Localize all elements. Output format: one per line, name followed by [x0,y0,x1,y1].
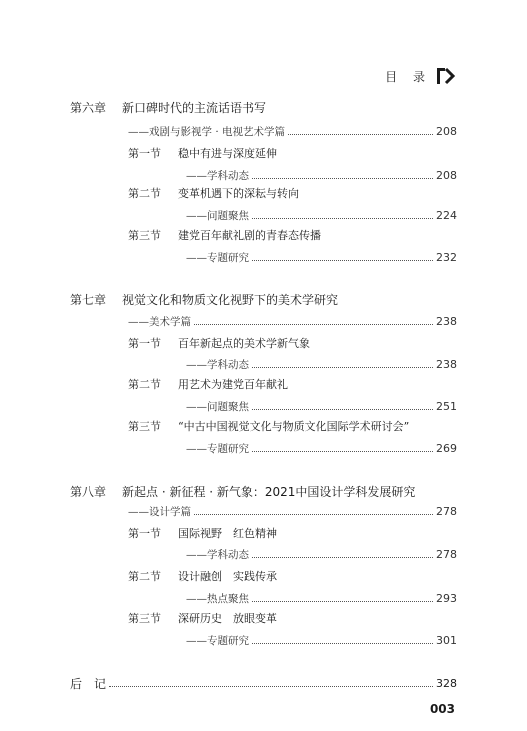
section-8-2-subtitle-entry[interactable] [186,589,457,607]
chapter-7-heading[interactable] [70,290,457,308]
section-number: 第一节 [128,337,161,350]
dot-leader [252,367,433,368]
page-ref: 269 [436,441,457,455]
section-title: 百年新起点的美术学新气象 [178,337,310,350]
section-6-1-subtitle-entry[interactable] [186,166,457,184]
section-6-2-subtitle-entry[interactable] [186,206,457,224]
page-ref: 232 [436,250,457,264]
page-number: 003 [429,702,455,716]
chapter-title: 新口碑时代的主流话语书写 [122,100,267,115]
section-7-1-subtitle-entry[interactable] [186,355,457,373]
section-8-2-heading[interactable] [128,567,457,585]
afterword-entry[interactable] [70,674,457,692]
dot-leader [252,643,433,644]
chapter-8-subtitle-entry[interactable] [128,502,457,520]
chapter-number: 第六章 [70,100,107,115]
section-number: 第二节 [128,378,161,391]
dot-leader [252,178,433,179]
section-subtitle: ——问题聚焦 [186,400,249,413]
page-ref: 328 [436,676,457,690]
section-title: 用艺术为建党百年献礼 [178,378,288,391]
section-number: 第二节 [128,187,161,200]
section-title: 国际视野 红色精神 [178,527,277,540]
section-8-1-subtitle-entry[interactable] [186,545,457,563]
section-number: 第一节 [128,527,161,540]
section-number: 第三节 [128,612,161,625]
dot-leader [252,601,433,602]
page-ref: 293 [436,591,457,605]
section-number: 第一节 [128,147,161,160]
dot-leader [194,324,433,325]
chapter-subtitle: ——美术学篇 [128,315,191,328]
page-ref: 224 [436,208,457,222]
section-number: 第三节 [128,420,161,433]
section-6-2-heading[interactable] [128,184,457,202]
section-subtitle: ——专题研究 [186,442,249,455]
chapter-number: 第八章 [70,484,107,499]
page-ref: 301 [436,633,457,647]
chapter-8-heading[interactable] [70,482,457,500]
dot-leader [194,514,433,515]
chapter-number: 第七章 [70,292,107,307]
page-ref: 208 [436,168,457,182]
page-ref: 238 [436,357,457,371]
page-ref: 278 [436,504,457,518]
section-7-2-heading[interactable] [128,375,457,393]
section-7-3-subtitle-entry[interactable] [186,439,457,457]
section-subtitle: ——热点聚焦 [186,592,249,605]
dot-leader [252,557,433,558]
header-title: 目 录 [385,69,431,84]
page-ref: 278 [436,547,457,561]
section-7-1-heading[interactable] [128,334,457,352]
afterword-label: 后 记 [70,676,107,691]
section-subtitle: ——问题聚焦 [186,209,249,222]
dot-leader [288,134,433,135]
section-title: 设计融创 实践传承 [178,570,277,583]
dot-leader [252,260,433,261]
dot-leader [252,218,433,219]
section-8-3-subtitle-entry[interactable] [186,631,457,649]
section-8-3-heading[interactable] [128,609,457,627]
dot-leader [252,409,433,410]
section-title: 稳中有进与深度延伸 [178,147,277,160]
section-6-3-heading[interactable] [128,226,457,244]
page-ref: 208 [436,124,457,138]
section-subtitle: ——学科动态 [186,169,249,182]
section-title: 深研历史 放眼变革 [178,612,277,625]
section-subtitle: ——专题研究 [186,251,249,264]
section-title: “中古中国视觉文化与物质文化国际学术研讨会” [178,420,410,433]
chapter-title: 新起点 · 新征程 · 新气象：2021中国设计学科发展研究 [122,484,416,499]
section-subtitle: ——学科动态 [186,548,249,561]
chapter-6-heading[interactable] [70,98,457,116]
section-title: 变革机遇下的深耘与转向 [178,187,299,200]
section-number: 第三节 [128,229,161,242]
section-6-3-subtitle-entry[interactable] [186,248,457,266]
chapter-subtitle: ——戏剧与影视学 · 电视艺术学篇 [128,125,286,138]
section-7-2-subtitle-entry[interactable] [186,397,457,415]
dot-leader [252,451,433,452]
chapter-7-subtitle-entry[interactable] [128,312,457,330]
chapter-title: 视觉文化和物质文化视野下的美术学研究 [122,292,339,307]
section-8-1-heading[interactable] [128,524,457,542]
dot-leader [109,686,433,687]
section-title: 建党百年献礼剧的青春态传播 [178,229,321,242]
section-6-1-heading[interactable] [128,144,457,162]
section-number: 第二节 [128,570,161,583]
section-subtitle: ——学科动态 [186,358,249,371]
page-ref: 251 [436,399,457,413]
chapter-subtitle: ——设计学篇 [128,505,191,518]
page-ref: 238 [436,314,457,328]
section-7-3-heading[interactable] [128,417,457,435]
chapter-6-subtitle-entry[interactable] [128,122,457,140]
section-subtitle: ——专题研究 [186,634,249,647]
